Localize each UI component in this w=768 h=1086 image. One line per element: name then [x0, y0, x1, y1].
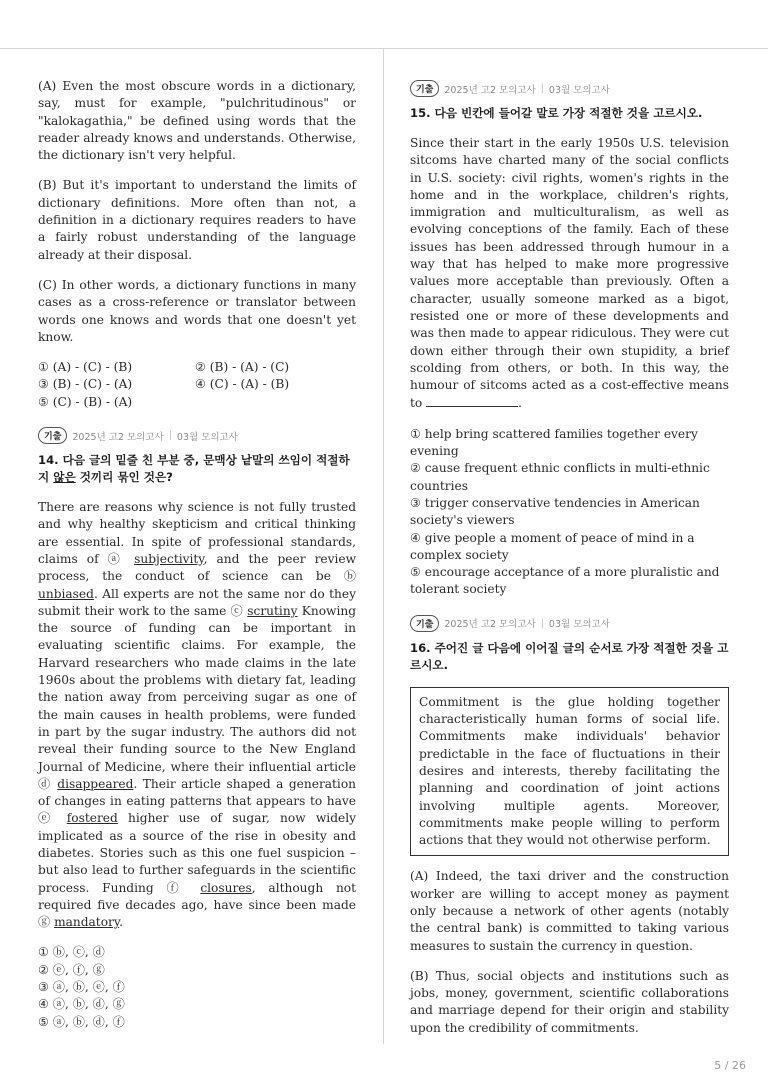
underlined-word-f: closures [200, 880, 252, 895]
q16-given-passage: Commitment is the glue holding together characteristically human forms of social life. Commitments make individuals' behavior predictable in the face of fluctuations in their desires and interests, thereby facilitating the planning and coordination of joint actions involving multiple agents. Moreover, commitments make people willing to perform actions that they would not otherwise perform. [419, 694, 720, 848]
q15-option-5[interactable]: ⑤ encourage acceptance of a more pluralistic and tolerant society [410, 565, 720, 597]
underlined-word-e: fostered [66, 811, 118, 826]
q15-tag-badge: 기출 [410, 80, 439, 97]
column-divider [383, 49, 384, 1044]
header-rule [0, 48, 768, 49]
q15-option-2[interactable]: ② cause frequent ethnic conflicts in multi-ethnic countries [410, 461, 710, 493]
q16-title: 16. 주어진 글 다음에 이어질 글의 순서로 가장 적절한 것을 고르시오. [410, 640, 729, 672]
passage-text: . [119, 915, 124, 930]
q15-passage [410, 135, 729, 413]
q13-paragraph-c: (C) In other words, a dictionary functions in many cases as a cross-reference or translator between words one knows and words that one doesn't yet know. [38, 277, 356, 344]
q14-source-month: 03월 모의고사 [176, 431, 238, 443]
q13-paragraph-b: (B) But it's important to understand the limits of dictionary definitions. More often than not, a definition in a dictionary requires readers to have a fairly robust understanding of the language already at their disposal. [38, 178, 356, 262]
q14-title-rest: 것끼리 묶인 것은? [75, 470, 173, 485]
source-separator: | [168, 430, 172, 442]
underlined-word-c: scrutiny [247, 603, 298, 618]
passage-text: Knowing the source of funding can be important in evaluating scientific claims. For example, the Harvard researchers who made claims in the late 1960s about the problems with dietary fat, leading the nation away from perceiving sugar as one of the main causes in health problems, were funded in part by the sugar industry. The authors did not reveal their funding source to the New England Journal of Medicine, where their influential article [38, 603, 357, 774]
q13-paragraph-a: (A) Even the most obscure words in a dictionary, say, must for example, "pulchritudinous" or "kalokagathia," be defined using words that the reader already knows and understands. Otherwise, the dictionary isn't very helpful. [38, 79, 356, 163]
q13-option-1[interactable]: ① (A) - (C) - (B) [38, 360, 133, 375]
q14-title [38, 452, 356, 486]
q16-source [410, 615, 729, 632]
passage-text: . All experts are not the same nor do they submit their work to the same [38, 586, 356, 618]
q16-source-month: 03월 모의고사 [548, 619, 610, 631]
q14-option-3[interactable]: ③ ⓐ, ⓑ, ⓔ, ⓕ [38, 980, 125, 995]
q15-option-1[interactable]: ① help bring scattered families together every evening [410, 426, 698, 459]
q16-source-year: 2025년 고2 모의고사 [444, 619, 536, 631]
right-column [410, 80, 729, 1050]
q15-source [410, 80, 729, 97]
q15-option-3[interactable]: ③ trigger conservative tendencies in American society's viewers [410, 495, 700, 528]
q16-tag-badge: 기출 [410, 615, 439, 632]
q14-title-text: 14. 다음 글의 밑줄 친 부분 중, 문맥상 낱말의 쓰임이 적절하 지 [38, 453, 350, 485]
q14-options [38, 944, 356, 1030]
marker-c: ⓒ [230, 603, 244, 618]
underlined-word-a: subjectivity [134, 551, 204, 566]
marker-f: ⓕ [166, 880, 188, 895]
marker-a: ⓐ [107, 551, 126, 566]
underlined-word-g: mandatory [54, 915, 120, 930]
q14-title-underlined: 않은 [53, 470, 76, 485]
marker-d: ⓓ [38, 776, 52, 791]
passage-text: , although not required five decades ago, have since been made [38, 880, 357, 912]
q15-title: 15. 다음 빈칸에 들어갈 말로 가장 적절한 것을 고르시오. [410, 106, 703, 120]
passage-text: . Their article shaped a generation of changes in eating patterns that appears to have [38, 776, 357, 809]
q14-source [38, 427, 356, 444]
q15-options [410, 426, 729, 599]
marker-g: ⓖ [38, 915, 51, 930]
q15-source-month: 03월 모의고사 [548, 84, 610, 96]
q16-given-passage-box [410, 687, 729, 857]
q14-option-1[interactable]: ① ⓑ, ⓒ, ⓓ [38, 945, 105, 960]
q16-paragraph-a: (A) Indeed, the taxi driver and the construction worker are willing to accept money as payment only because a network of other agents (notably the central bank) is committed to taking various measures to sustain the currency in question. [410, 869, 729, 953]
q13-option-3[interactable]: ③ (B) - (C) - (A) [38, 377, 133, 392]
q13-options [38, 359, 356, 411]
q14-option-2[interactable]: ② ⓔ, ⓕ, ⓖ [38, 962, 105, 977]
q16-paragraph-b: (B) Thus, social objects and institutions such as jobs, money, government, scientific collaborations and marriage depend for their origin and stability upon the credibility of commitments. [410, 968, 729, 1035]
q13-option-5[interactable]: ⑤ (C) - (B) - (A) [38, 394, 133, 409]
q15-source-year: 2025년 고2 모의고사 [444, 84, 536, 96]
q13-option-4[interactable]: ④ (C) - (A) - (B) [195, 377, 290, 392]
left-column [38, 78, 356, 1031]
q14-option-4[interactable]: ④ ⓐ, ⓑ, ⓓ, ⓖ [38, 997, 125, 1012]
q14-option-5[interactable]: ⑤ ⓐ, ⓑ, ⓓ, ⓕ [38, 1014, 125, 1029]
underlined-word-b: unbiased [38, 586, 94, 601]
marker-e: ⓔ [38, 811, 57, 826]
q14-source-year: 2025년 고2 모의고사 [72, 431, 164, 443]
q14-tag-badge: 기출 [38, 427, 67, 444]
source-separator: | [540, 617, 544, 629]
underlined-word-d: disappeared [57, 776, 134, 791]
q15-passage-text: Since their start in the early 1950s U.S. television sitcoms have charted many of the social conflicts in U.S. society: civil rights, women's rights in the home and in the workplace, children's rights, immigration and multiculturalism, as well as evolving conceptions of the family. Each of these issues has been addressed through humour in a way that has helped to make more progressive values more acceptable than previously. Often a character, usually someone marked as a bigot, resisted one or more of these developments and was then made to appear ridiculous. They were cut down either through their own stupidity, a brief scolding from others, or both. In this way, the humour of sitcoms acted as a cost-effective means to [410, 136, 729, 411]
source-separator: | [540, 83, 544, 94]
page-number: 5 / 26 [714, 1059, 746, 1072]
q15-passage-end: . [518, 396, 522, 411]
q14-passage [38, 499, 356, 931]
passage-text: higher use of sugar, now widely implicated as a source of the rise in obesity and diabetes. Stories such as this one fuel suspicion – but also lead to further safeguards in the scientific process. Funding [38, 811, 356, 895]
q15-option-4[interactable]: ④ give people a moment of peace of mind in a complex society [410, 530, 695, 562]
q13-option-2[interactable]: ② (B) - (A) - (C) [195, 360, 290, 375]
marker-b: ⓑ [343, 569, 356, 584]
passage-text: , and the peer review process, the conduct of science can be [38, 551, 357, 584]
answer-blank [426, 394, 518, 407]
passage-text: There are reasons why science is not fully trusted and why healthy skepticism and critical thinking are essential. In spite of professional standards, claims of [38, 500, 356, 566]
